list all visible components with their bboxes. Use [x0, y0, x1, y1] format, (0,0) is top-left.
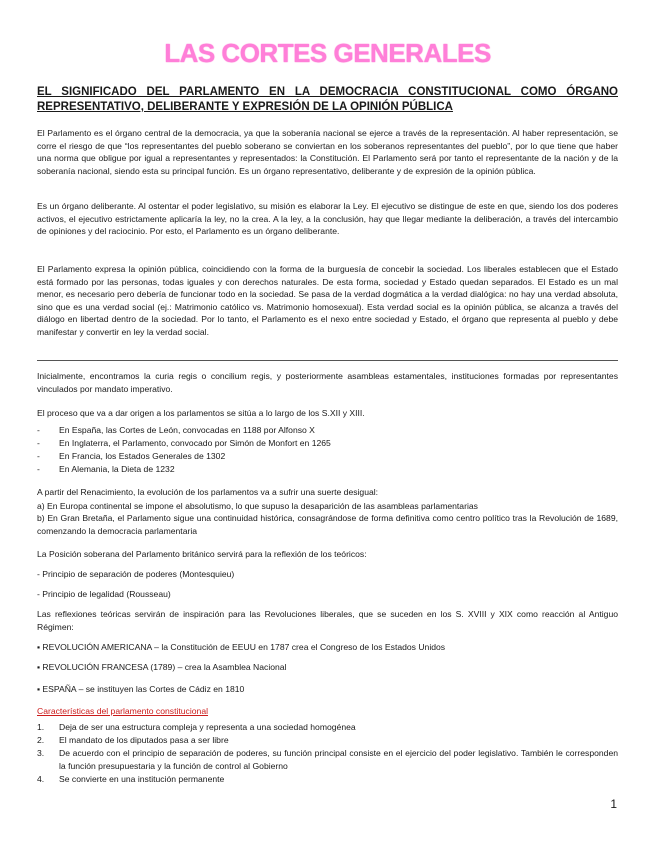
list-item — [37, 734, 618, 747]
list-text: De acuerdo con el principio de separación de poderes, su función principal consiste en el ejercicio del poder legislativo. También le corresponden la función presupuestaria y la función de control al Gobierno — [59, 748, 618, 771]
paragraph-renacimiento — [37, 486, 618, 537]
paragraph-text: Las reflexiones teóricas servirán de inspiración para las Revoluciones liberales, que se suceden en los S. XVIII y XIX como reacción al Antiguo Régimen: — [37, 609, 618, 632]
origins-list — [37, 424, 618, 476]
paragraph-text: El proceso que va a dar origen a los parlamentos se sitúa a lo largo de los S.XII y XIII. — [37, 408, 365, 418]
list-text: El mandato de los diputados pasa a ser libre — [59, 735, 229, 745]
subsection-title: Características del parlamento constitucional — [37, 706, 209, 716]
paragraph-deliberante — [37, 200, 618, 238]
principle-separation — [37, 568, 618, 581]
revolution-item — [37, 661, 618, 674]
list-number: 2. — [37, 735, 45, 745]
paragraph-text: La Posición soberana del Parlamento británico servirá para la reflexión de los teóricos: — [37, 549, 367, 559]
paragraph-text: El Parlamento es el órgano central de la democracia, ya que la soberanía nacional se ejerce a través de la representación. Al haber representación, se corre el riesgo de que “los representantes del pueblo soberano se conviertan en los soberanos representantes del pueblo”, por lo que tiene que haber una norma que obligue por igual a representantes y representados: la Constitución. El Parlamento será por tanto el representante de la nación y de la soberanía nacional, siendo esta su principal función. Es un órgano representativo, deliberante y de expresión de la opinión pública. — [37, 128, 618, 176]
paragraph-representation — [37, 127, 618, 177]
list-item: ▪ ESPAÑA – se instituyen las Cortes de Cádiz en 1810 — [37, 684, 245, 694]
revolution-item — [37, 641, 618, 654]
paragraph-text: - Principio de separación de poderes (Montesquieu) — [37, 569, 235, 579]
paragraph-posicion-soberana — [37, 548, 618, 561]
paragraph-reflexiones — [37, 608, 618, 633]
list-number: 4. — [37, 774, 45, 784]
paragraph-text: El Parlamento expresa la opinión pública, coincidiendo con la forma de la burguesía de concebir la sociedad. Los liberales establecen que el Estado está formado por las personas, todas iguales y con derechos naturales. De esta forma, sociedad y Estado quedan separados. El Estado es un mal menor, es necesario pero debería de funcionar todo en la sociedad. Se pasa de la verdad dogmática a la verdad dialógica: no hay una verdad absoluta, sino que es una verdad social (ej.: Matrimonio católico vs. Matrimonio homosexual). Esta verdad social es la opinión pública, se alcanza a través del diálogo en libertad dentro de la sociedad. Por lo tanto, el Parlamento es el nexo entre sociedad y Estado, el órgano que representa al pueblo y debe manifestar y convertir en ley la verdad social. — [37, 264, 618, 337]
paragraph-origins — [37, 407, 618, 476]
list-number: 1. — [37, 722, 45, 732]
list-item: ▪ REVOLUCIÓN FRANCESA (1789) – crea la Asamblea Nacional — [37, 662, 287, 672]
revolution-item — [37, 683, 618, 696]
section-heading: EL SIGNIFICADO DEL PARLAMENTO EN LA DEMOCRACIA CONSTITUCIONAL COMO ÓRGANO REPRESENTATIVO, DELIBERANTE Y EXPRESIÓN DE LA OPINIÓN PÚBLICA — [37, 86, 618, 113]
paragraph-inicialmente — [37, 370, 618, 395]
features-list — [37, 721, 618, 786]
list-item — [37, 721, 618, 734]
list-item: - En España, las Cortes de León, convocadas en 1188 por Alfonso X — [37, 424, 618, 437]
document-title: LAS CORTES GENERALES — [164, 38, 491, 68]
list-item: - En Alemania, la Dieta de 1232 — [37, 463, 618, 476]
list-item: - En Inglaterra, el Parlamento, convocado por Simón de Monfort en 1265 — [37, 437, 618, 450]
list-text: Se convierte en una institución permanente — [59, 774, 225, 784]
principle-legality — [37, 588, 618, 601]
list-item — [37, 747, 618, 773]
paragraph-text: Inicialmente, encontramos la curia regis o concilium regis, y posteriormente asambleas estamentales, instituciones formadas por representantes vinculados por mandato imperativo. — [37, 371, 618, 394]
list-text: Deja de ser una estructura compleja y representa a una sociedad homogénea — [59, 722, 356, 732]
list-item — [37, 773, 618, 786]
horizontal-divider — [37, 360, 618, 361]
page-number: 1 — [610, 797, 617, 811]
list-item: ▪ REVOLUCIÓN AMERICANA – la Constitución de EEUU en 1787 crea el Congreso de los Estados Unidos — [37, 642, 446, 652]
paragraph-text: - Principio de legalidad (Rousseau) — [37, 589, 171, 599]
paragraph-text: b) En Gran Bretaña, el Parlamento sigue una continuidad histórica, consagrándose de forma definitiva como centro político tras la Revolución de 1689, comenzando la democracia parlamentaria — [37, 513, 618, 536]
paragraph-text: A partir del Renacimiento, la evolución de los parlamentos va a sufrir una suerte desigual: — [37, 487, 379, 497]
list-number: 3. — [37, 748, 45, 758]
paragraph-text: Es un órgano deliberante. Al ostentar el poder legislativo, su misión es elaborar la Ley. El ejecutivo se distingue de este en que, siendo los dos poderes activos, el ejecutivo estrictamente aplicaría la ley, no la crea. A la ley, a la conclusión, hay que llegar mediante la deliberación, a través del intercambio de opiniones y del raciocinio. Por esto, el Parlamento es un órgano deliberante. — [37, 201, 618, 237]
paragraph-opinion-publica — [37, 263, 618, 339]
paragraph-text: a) En Europa continental se impone el absolutismo, lo que supuso la desaparición de las asambleas parlamentarias — [37, 500, 478, 511]
list-item: - En Francia, los Estados Generales de 1302 — [37, 450, 618, 463]
